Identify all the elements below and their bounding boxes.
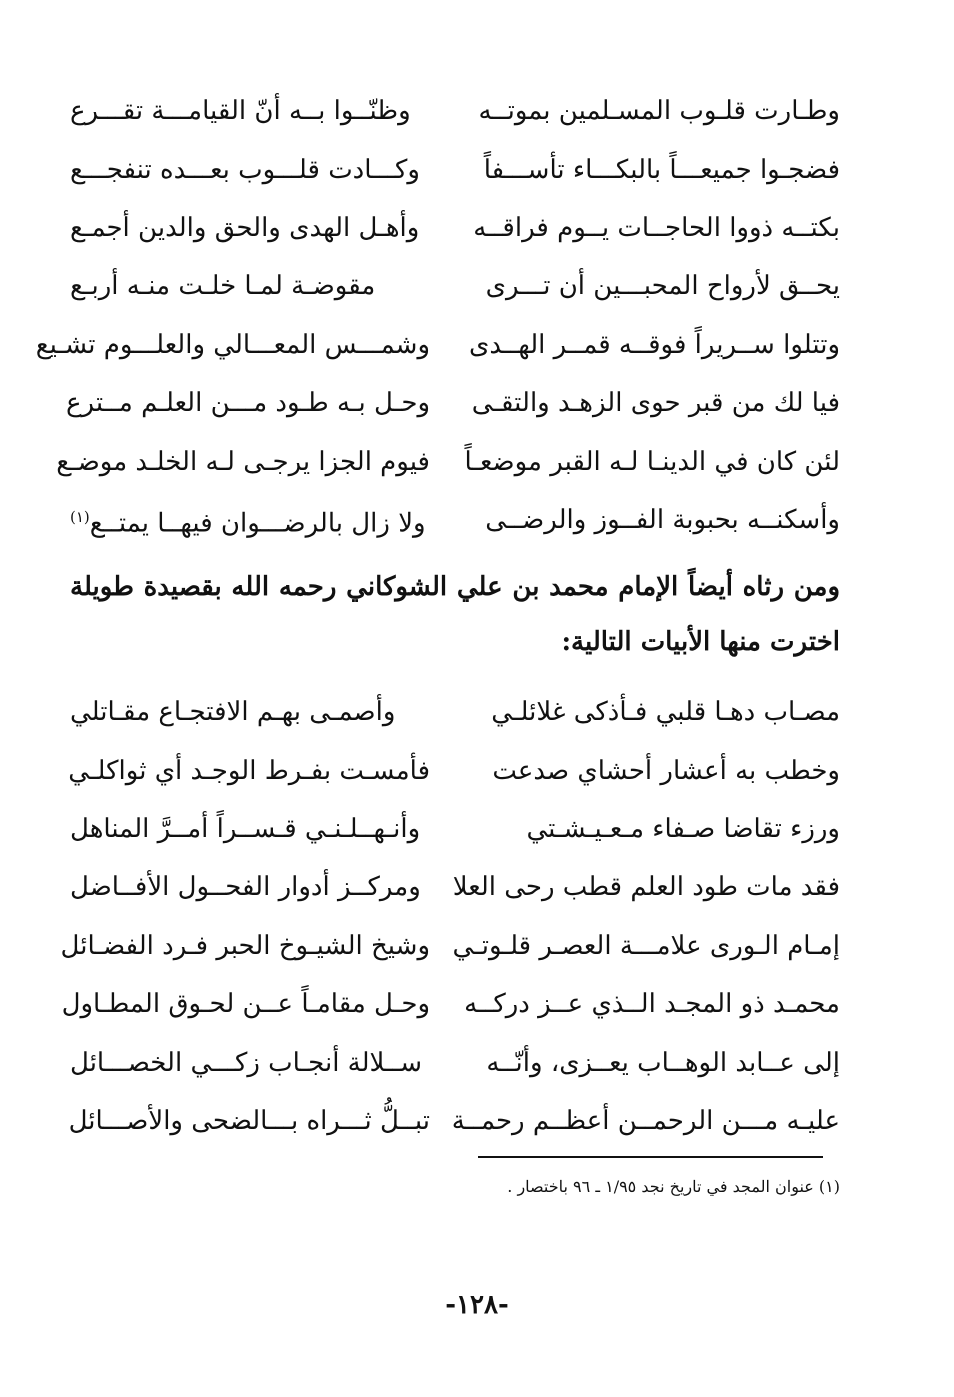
footnote-divider <box>478 1156 823 1158</box>
verse-second-hemistich: وأنـهــلـنـي قـســراً أمــرَّ المناهل <box>70 813 421 844</box>
verse-second-hemistich: فأمسـت بفـرط الوجـد أي ثواكلـي <box>68 755 430 786</box>
verse-second-hemistich: وأهـل الهدى والحق والدين أجمـع <box>70 212 420 243</box>
page-number: -١٢٨- <box>445 1290 509 1320</box>
verse-row <box>70 1092 840 1150</box>
verse-first-hemistich: بكتــه ذووا الحاجــات يــوم فراقــه <box>473 212 840 243</box>
verse-first-hemistich: فضجـوا جميعـــاً بالبكـــاء تأســـفاً <box>483 154 840 185</box>
verse-row <box>70 82 840 140</box>
verse-row <box>70 491 840 549</box>
verse-row <box>70 257 840 315</box>
verse-row <box>56 432 840 490</box>
verse-first-hemistich: مصـاب دهـا قلبي فـأذكى غلائلـي <box>491 697 840 728</box>
verse-second-hemistich: ســلالة أنجـاب زكـــي الخصـــائل <box>70 1047 423 1078</box>
verse-first-hemistich: لئن كان في الدينـا لـه القبر موضعـاً <box>464 446 840 477</box>
verse-second-hemistich-text: ولا زال بالرضـــوان فيهــا يمتــع <box>89 508 426 539</box>
verse-second-hemistich: فيوم الجزا يرجـى لـه الخلـد موضـع <box>56 446 430 477</box>
verse-first-hemistich: عليـه مـــن الرحمــن أعظــم رحمــة <box>451 1105 840 1136</box>
poem-first-block <box>35 82 840 549</box>
verse-first-hemistich: فقد مات طود العلم قطب رحى العلا <box>452 872 840 903</box>
verse-first-hemistich: ورزء تقاضا صـفاء مـعـيـشـتي <box>526 813 840 844</box>
verse-row <box>70 683 840 741</box>
verse-first-hemistich: وخطب به أعشار أحشاي صدعت <box>492 755 840 786</box>
prose-paragraph: ومن رثاه أيضاً الإمام محمد بن علي الشوكاني رحمه الله بقصيدة طويلة اخترت منها الأبيات التالية: <box>70 572 840 657</box>
verse-row <box>70 800 840 858</box>
verse-second-hemistich: وحـل مقامـاً عــن لحـوق المطـاول <box>61 989 430 1020</box>
verse-second-hemistich: ومركــز أدوار الفحــول الأفــاضل <box>70 872 421 903</box>
verse-second-hemistich: وكـــادت قلـــوب بعـــده تنفجـــع <box>70 154 420 185</box>
verse-first-hemistich: يحــق لأرواح المحبـــين أن تـــرى <box>485 271 840 302</box>
verse-first-hemistich: إمـام الـورى علامـــة العصـر قلـوتـي <box>452 930 840 961</box>
verse-row <box>70 741 840 799</box>
verse-row <box>70 858 840 916</box>
verse-second-hemistich: وحـل بـه طـود مـــن العلـم مــترع <box>65 388 430 419</box>
verse-row <box>65 374 840 432</box>
verse-row <box>60 917 840 975</box>
verse-row <box>61 975 840 1033</box>
verse-second-hemistich: وظنّــوا بــه أنّ القيامـــة تقـــرع <box>70 96 411 127</box>
verse-row <box>70 199 840 257</box>
verse-first-hemistich: وأسكنــه بحبوبة الفــوز والرضــى <box>485 504 840 535</box>
verse-second-hemistich: وأصمـى بهـم الافتجـاع مقـاتلي <box>70 697 396 728</box>
footnote-reference: (١) <box>70 507 90 526</box>
verse-second-hemistich: وشمـــس المعـــالي والعلـــوم تشـيع <box>35 329 430 360</box>
verse-second-hemistich <box>70 497 430 544</box>
verse-first-hemistich: وتتلوا ســريراً فوقــه قمــر الهــدى <box>469 329 840 360</box>
verse-first-hemistich: إلى عــابد الوهــاب يعــزى، وأنّــه <box>486 1047 840 1078</box>
verse-row <box>70 140 840 198</box>
verse-first-hemistich: وطـارت قلـوب المسـلمين بموتــه <box>478 96 840 127</box>
verse-row <box>70 1033 840 1091</box>
verse-first-hemistich: محمـد ذو المجـد الــذي عــز دركــه <box>464 989 840 1020</box>
verse-row <box>35 316 840 374</box>
footnote-text: (١) عنوان المجد في تاريخ نجد ١/٩٥ ـ ٩٦ باختصار . <box>507 1177 840 1196</box>
poem-second-block <box>60 683 840 1150</box>
verse-second-hemistich: وشيخ الشيـوخ الحبر فـرد الفضـائل <box>60 930 430 961</box>
verse-second-hemistich: مقوضـة لمـا خلـت منـه أربـع <box>70 271 376 302</box>
verse-first-hemistich: فيا لك من قبر حوى الزهـد والتقـى <box>471 388 840 419</box>
verse-second-hemistich: تبــلُّ ثـــراه بـــالضحى والأصـــائل <box>68 1105 430 1136</box>
